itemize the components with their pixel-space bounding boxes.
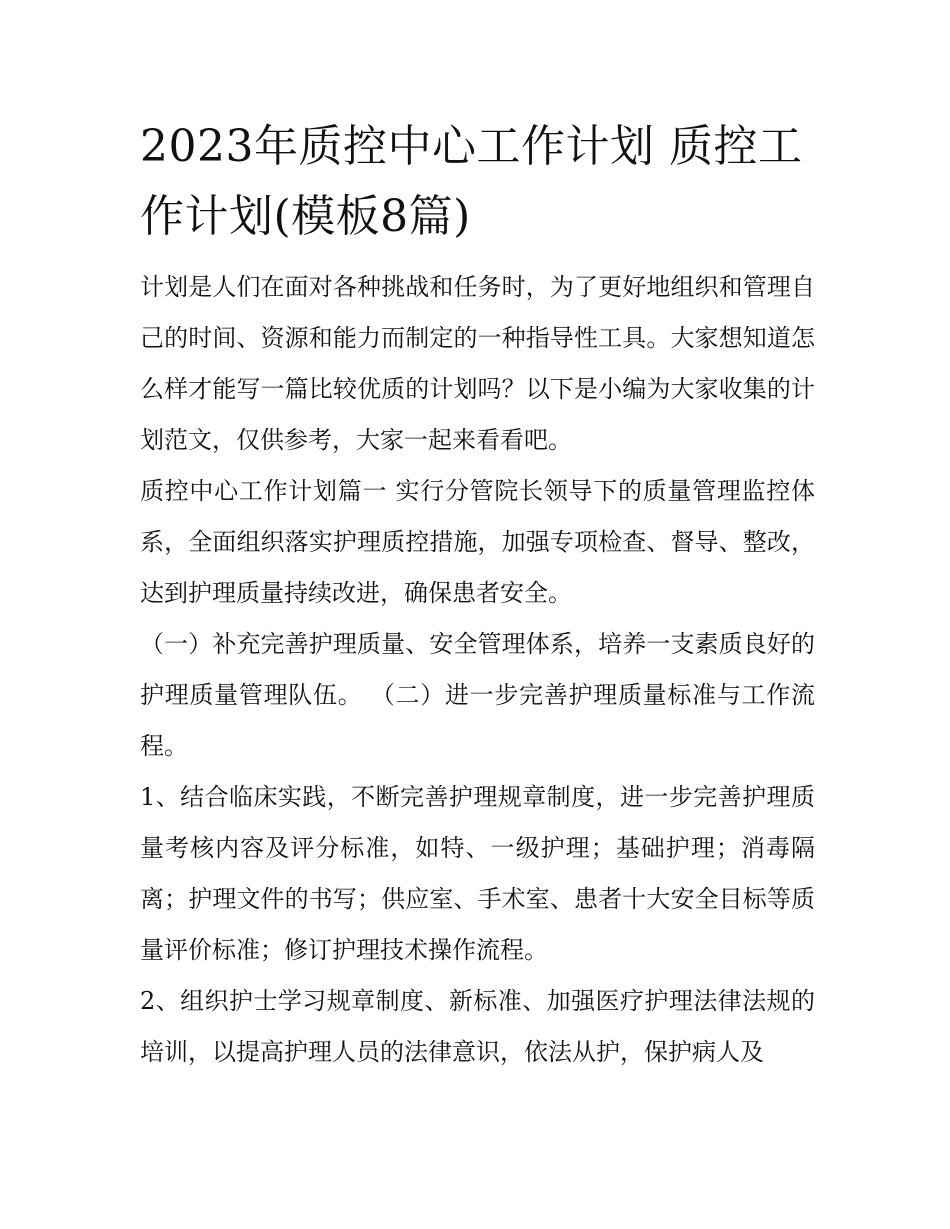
document-body (140, 112, 815, 1078)
document-title: 2023年质控中心工作计划 质控工作计划(模板8篇) (140, 121, 803, 242)
paragraph-plan-one: 质控中心工作计划篇一 实行分管院长领导下的质量管理监控体系，全面组织落实护理质控措施，加强专项检查、督导、整改，达到护理质量持续改进，确保患者安全。 (140, 477, 815, 607)
paragraph-sections: （一）补充完善护理质量、安全管理体系，培养一支素质良好的护理质量管理队伍。 （二）进一步完善护理质量标准与工作流程。 (140, 630, 815, 760)
paragraph-item-2: 2、组织护士学习规章制度、新标准、加强医疗护理法律法规的培训，以提高护理人员的法律意识，依法从护，保护病人及 (140, 987, 815, 1066)
paragraph-intro: 计划是人们在面对各种挑战和任务时，为了更好地组织和管理自己的时间、资源和能力而制定的一种指导性工具。大家想知道怎么样才能写一篇比较优质的计划吗？以下是小编为大家收集的计划范文，仅供参考，大家一起来看看吧。 (140, 273, 815, 454)
paragraph-item-1: 1、结合临床实践，不断完善护理规章制度，进一步完善护理质量考核内容及评分标准，如特、一级护理；基础护理；消毒隔离；护理文件的书写；供应室、手术室、患者十大安全目标等质量评价标准；修订护理技术操作流程。 (140, 783, 815, 964)
